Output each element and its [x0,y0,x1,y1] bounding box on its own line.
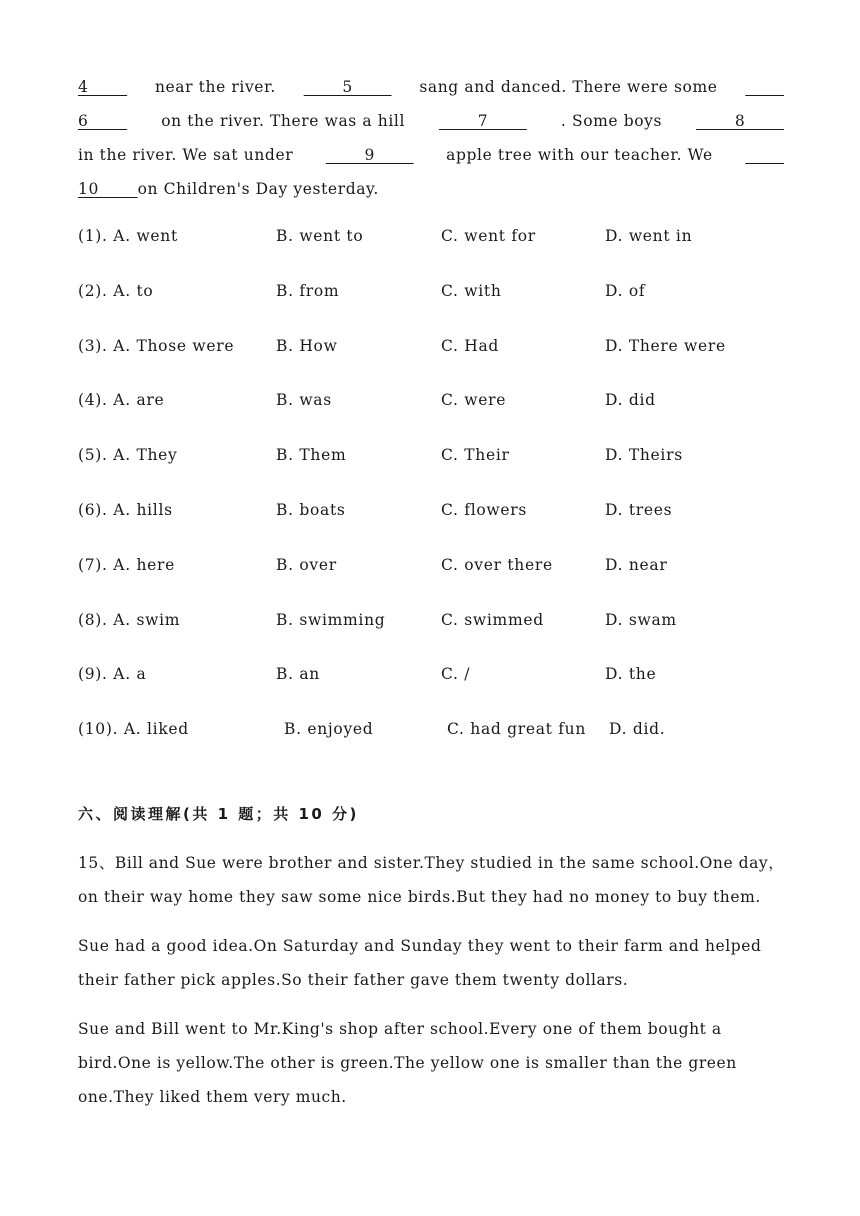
option-a: (1). A. went [78,227,178,245]
option-row-10 [78,714,784,769]
option-d: D. did. [609,720,666,739]
option-row-5 [78,440,784,495]
option-c: C. Had [441,336,500,355]
option-row-2 [78,276,784,331]
reading-line: their father pick apples.So their father gave them twenty dollars. [78,971,629,989]
reading-line: Sue had a good idea.On Saturday and Sunday they went to their farm and helped [78,937,762,955]
option-a: (4). A. are [78,391,165,410]
option-b: B. How [276,336,338,355]
section-title: 六、阅读理解(共 1 题；共 10 分) [78,805,359,823]
option-row-9 [78,659,784,714]
answer-options [78,221,784,769]
option-a: (7). A. here [78,555,175,574]
cloze-line-2 [78,104,784,138]
option-d: D. near [605,555,668,574]
option-c: C. with [441,281,502,300]
cloze-line-4 [78,172,784,206]
reading-paragraph-2 [78,929,784,997]
option-b: B. Them [276,446,347,465]
option-c: C. / [441,665,471,684]
cloze-line-1 [78,70,784,104]
option-a: (5). A. They [78,446,178,465]
cloze-text: . Some boys [560,112,663,130]
option-d: D. went in [605,227,693,245]
reading-line: one.They liked them very much. [78,1088,347,1106]
reading-line: on their way home they saw some nice birds.But they had no money to buy them. [78,888,761,906]
option-c: C. over there [441,555,553,574]
option-b: B. an [276,665,320,684]
option-a: (2). A. to [78,281,154,300]
option-a: (3). A. Those were [78,336,235,355]
option-d: D. swam [605,610,677,629]
option-b: B. swimming [276,610,386,629]
blank-10-start [745,138,784,172]
option-c: C. swimmed [441,610,544,629]
option-b: B. was [276,391,332,410]
cloze-text: apple tree with our teacher. We [446,146,713,164]
blank-8: 8 [696,112,784,130]
cloze-line-3 [78,138,784,172]
option-a: (10). A. liked [78,720,189,739]
option-c: C. flowers [441,500,527,519]
blank-9: 9 [325,146,414,164]
option-d: D. There were [605,336,726,355]
option-a: (9). A. a [78,665,147,684]
option-row-1 [78,221,784,276]
option-b: B. enjoyed [284,720,374,739]
option-c: C. Their [441,446,510,465]
option-row-4 [78,385,784,440]
cloze-text: sang and danced. There were some [419,78,718,96]
option-b: B. went to [276,227,364,245]
blank-7: 7 [439,112,527,130]
option-a: (6). A. hills [78,500,173,519]
option-b: B. boats [276,500,346,519]
option-d: D. Theirs [605,446,683,465]
blank-4: 4 [78,78,128,96]
option-d: D. did [605,391,656,410]
reading-line: Sue and Bill went to Mr.King's shop after school.Every one of them bought a [78,1020,722,1038]
option-row-6 [78,495,784,550]
option-c: C. had great fun [447,720,587,739]
cloze-text: on Children's Day yesterday. [137,180,379,198]
option-a: (8). A. swim [78,610,181,629]
option-d: D. the [605,665,657,684]
option-c: C. were [441,391,507,410]
cloze-passage [78,70,784,206]
option-row-3 [78,331,784,386]
blank-6-start [745,70,784,104]
option-b: B. from [276,281,340,300]
option-d: D. of [605,281,646,300]
reading-passage [78,846,784,1129]
reading-line: 15、Bill and Sue were brother and sister.They studied in the same school.One day， [78,854,785,872]
cloze-text: on the river. There was a hill [161,112,406,130]
blank-10: 10 [78,180,138,198]
option-c: C. went for [441,227,536,245]
reading-line: bird.One is yellow.The other is green.The yellow one is smaller than the green [78,1054,737,1072]
option-d: D. trees [605,500,673,519]
reading-paragraph-1 [78,846,784,914]
reading-paragraph-3 [78,1012,784,1114]
blank-5: 5 [303,78,392,96]
blank-6: 6 [78,112,128,130]
cloze-text: near the river. [154,78,276,96]
option-b: B. over [276,555,337,574]
cloze-text: in the river. We sat under [78,146,294,164]
option-row-8 [78,605,784,660]
option-row-7 [78,550,784,605]
